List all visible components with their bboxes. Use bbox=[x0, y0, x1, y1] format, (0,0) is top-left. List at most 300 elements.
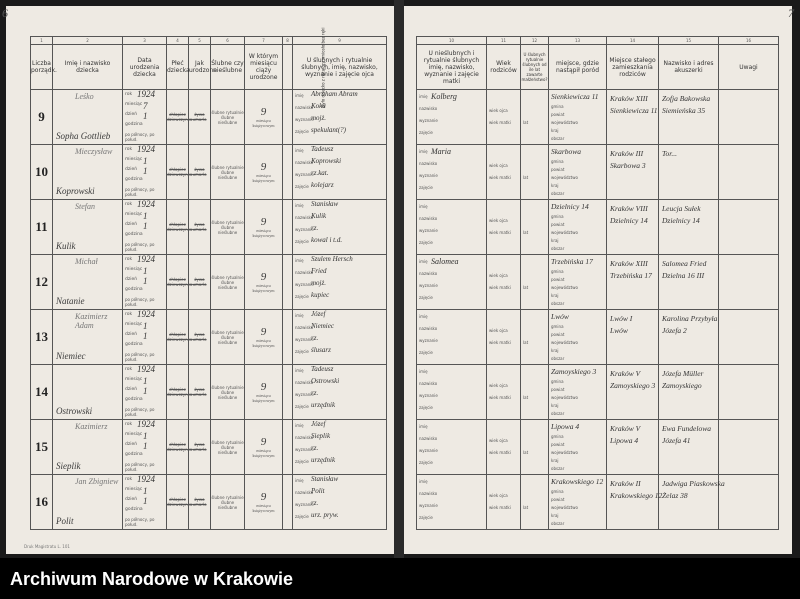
label-imie: imię bbox=[295, 368, 304, 373]
father-given: Tadeusz bbox=[311, 145, 334, 153]
label-father-age: wiek ojca bbox=[489, 273, 508, 278]
midwife-name: Ewa Fundelowa bbox=[662, 424, 711, 433]
label-gmina: gmina bbox=[551, 159, 564, 164]
child-name-cell bbox=[53, 365, 123, 420]
sex-options: chłopiec dziewczynka bbox=[167, 332, 193, 342]
child-name-cell bbox=[53, 255, 123, 310]
label-dzien: dzień bbox=[125, 222, 138, 227]
label-miesiac: miesiąc bbox=[125, 377, 143, 382]
legitimacy-options: ślubne rytualnie ślubne nieślubne bbox=[211, 439, 244, 455]
child-surname: Natanie bbox=[56, 296, 85, 306]
label-imie: imię bbox=[419, 149, 428, 154]
father-cell bbox=[293, 475, 387, 530]
residence-street: Dzielnicy 14 bbox=[610, 216, 648, 225]
how-born-cell bbox=[189, 255, 211, 310]
child-surname: Koprowski bbox=[56, 186, 95, 196]
residence-city: Lwów I bbox=[610, 314, 633, 323]
label-years: lat bbox=[523, 230, 529, 235]
midwife-name: Karolina Przybyła bbox=[662, 314, 718, 323]
legitimacy-cell bbox=[211, 475, 245, 530]
label-imie: imię bbox=[295, 258, 304, 263]
label-kraj: kraj bbox=[551, 403, 559, 408]
header-legitimacy: Ślubne czy nieślubne bbox=[211, 45, 245, 90]
hand-cell bbox=[283, 365, 293, 420]
legitimacy-cell bbox=[211, 90, 245, 145]
father-occupation: ślusarz bbox=[311, 346, 331, 354]
mother-cell bbox=[417, 255, 487, 310]
midwife-address: Żelaz 38 bbox=[662, 491, 688, 500]
child-name-cell bbox=[53, 475, 123, 530]
label-zajecie: zajęcie bbox=[295, 184, 309, 189]
header-residence: Miejsce stałego zamieszkania rodziców bbox=[607, 45, 659, 90]
father-given: Szulem Hersch bbox=[311, 255, 353, 263]
left-page-number: 6 bbox=[2, 6, 8, 20]
birth-date-cell bbox=[123, 255, 167, 310]
label-moon-month: miesiącu księżycowym bbox=[252, 173, 275, 183]
pregnancy-month-cell bbox=[245, 310, 283, 365]
parents-age-cell bbox=[487, 420, 521, 475]
sex-cell bbox=[167, 200, 193, 255]
remarks-cell bbox=[719, 255, 779, 310]
register-entry-right bbox=[417, 365, 779, 420]
header-parents-age: Wiek rodziców bbox=[487, 45, 521, 90]
label-imie: imię bbox=[295, 148, 304, 153]
residence-cell bbox=[607, 200, 659, 255]
father-given: Józef bbox=[311, 420, 326, 428]
label-nazwisko: nazwisko bbox=[295, 325, 314, 330]
header-birth-date: Data urodzenia dziecka bbox=[123, 45, 167, 90]
father-religion: rz. bbox=[311, 389, 319, 397]
left-column-numbers: 1 2 3 4 5 6 7 8 9 bbox=[31, 37, 387, 45]
legitimacy-cell bbox=[211, 145, 245, 200]
right-page bbox=[404, 6, 792, 554]
residence-city: Kraków III bbox=[610, 149, 644, 158]
label-zajecie: zajęcie bbox=[295, 129, 309, 134]
entry-number: 14 bbox=[31, 365, 53, 420]
birth-year: 1924 bbox=[137, 199, 155, 209]
label-obszar: obszar bbox=[551, 356, 565, 361]
residence-street: Lipowa 4 bbox=[610, 436, 639, 445]
child-name-cell bbox=[53, 90, 123, 145]
label-wyznanie: wyznanie bbox=[295, 502, 314, 507]
label-dzien: dzień bbox=[125, 332, 138, 337]
birth-day: 1 bbox=[143, 331, 148, 341]
pregnancy-month: 9 bbox=[260, 381, 267, 393]
label-dzien: dzień bbox=[125, 277, 138, 282]
label-imie: imię bbox=[419, 259, 428, 264]
mother-name: Salomea bbox=[431, 257, 459, 266]
label-wojewodztwo: województwo bbox=[551, 120, 578, 125]
label-rok: rok bbox=[125, 367, 133, 372]
label-years: lat bbox=[523, 395, 529, 400]
birth-place-cell bbox=[549, 310, 607, 365]
label-rok: rok bbox=[125, 477, 133, 482]
label-nazwisko: nazwisko bbox=[419, 216, 438, 221]
parents-age-cell bbox=[487, 200, 521, 255]
book-gutter bbox=[394, 0, 404, 558]
label-wyznanie: wyznanie bbox=[295, 337, 314, 342]
parents-age-cell bbox=[487, 365, 521, 420]
label-kraj: kraj bbox=[551, 513, 559, 518]
remarks-cell bbox=[719, 200, 779, 255]
midwife-cell bbox=[659, 90, 719, 145]
midwife-name: Leucja Sułek bbox=[662, 204, 701, 213]
label-wyznanie: wyznanie bbox=[295, 392, 314, 397]
how-born-cell bbox=[189, 420, 211, 475]
label-rok: rok bbox=[125, 147, 133, 152]
child-surname: Kulik bbox=[56, 241, 76, 251]
legitimacy-options: ślubne rytualnie ślubne nieślubne bbox=[211, 219, 244, 235]
birth-date-cell bbox=[123, 200, 167, 255]
child-name-cell bbox=[53, 420, 123, 475]
label-obszar: obszar bbox=[551, 191, 565, 196]
legitimacy-options: ślubne rytualnie ślubne nieślubne bbox=[211, 494, 244, 510]
hand-cell bbox=[283, 200, 293, 255]
midwife-address: Józefa 2 bbox=[662, 326, 687, 335]
child-given-name: Stefan bbox=[75, 202, 95, 211]
label-nazwisko: nazwisko bbox=[295, 490, 314, 495]
child-surname: Sopha Gottlieb bbox=[56, 131, 111, 141]
label-pp: po północy, po połud. bbox=[125, 132, 155, 142]
label-mother-age: wiek matki bbox=[489, 395, 511, 400]
father-religion: rz. bbox=[311, 334, 319, 342]
father-surname: Sieplik bbox=[311, 432, 331, 440]
label-godzina: godzina bbox=[125, 397, 143, 402]
label-mother-age: wiek matki bbox=[489, 285, 511, 290]
father-occupation: urzędnik bbox=[311, 456, 336, 464]
pregnancy-month-cell bbox=[245, 200, 283, 255]
header-marriage-years: U ślubnych rytualnie ślubnych od ile lat zawarte małżeństwo? bbox=[521, 45, 549, 90]
label-mother-age: wiek matki bbox=[489, 340, 511, 345]
label-nazwisko: nazwisko bbox=[295, 160, 314, 165]
label-rok: rok bbox=[125, 92, 133, 97]
birth-month: 1 bbox=[143, 211, 148, 221]
residence-cell bbox=[607, 365, 659, 420]
label-imie: imię bbox=[419, 94, 428, 99]
birth-day: 1 bbox=[143, 441, 148, 451]
marriage-years-cell bbox=[521, 365, 549, 420]
label-nazwisko: nazwisko bbox=[419, 436, 438, 441]
father-surname: Polit bbox=[311, 487, 325, 495]
label-pp: po północy, po połud. bbox=[125, 242, 155, 252]
label-zajecie: zajęcie bbox=[419, 240, 433, 245]
label-zajecie: zajęcie bbox=[419, 405, 433, 410]
label-wyznanie: wyznanie bbox=[295, 172, 314, 177]
label-rok: rok bbox=[125, 202, 133, 207]
label-imie: imię bbox=[419, 369, 428, 374]
father-surname: Kulik bbox=[311, 212, 327, 220]
midwife-cell bbox=[659, 145, 719, 200]
label-nazwisko: nazwisko bbox=[295, 435, 314, 440]
label-years: lat bbox=[523, 340, 529, 345]
midwife-name: Józefa Müller bbox=[662, 369, 704, 378]
label-years: lat bbox=[523, 285, 529, 290]
sex-cell bbox=[167, 365, 193, 420]
father-surname: Koprowski bbox=[311, 157, 342, 165]
how-born-options: żywo umarło bbox=[192, 332, 207, 342]
label-pp: po północy, po połud. bbox=[125, 297, 155, 307]
label-wojewodztwo: województwo bbox=[551, 175, 578, 180]
hand-cell bbox=[283, 310, 293, 365]
father-occupation: urzędnik bbox=[311, 401, 336, 409]
label-wyznanie: wyznanie bbox=[419, 283, 438, 288]
label-zajecie: zajęcie bbox=[419, 350, 433, 355]
father-given: Tadeusz bbox=[311, 365, 334, 373]
label-kraj: kraj bbox=[551, 238, 559, 243]
register-entry-left bbox=[31, 365, 387, 420]
label-imie: imię bbox=[295, 93, 304, 98]
how-born-options: żywo umarło bbox=[192, 112, 207, 122]
label-imie: imię bbox=[419, 314, 428, 319]
label-imie: imię bbox=[295, 313, 304, 318]
label-wyznanie: wyznanie bbox=[295, 282, 314, 287]
legitimacy-options: ślubne rytualnie ślubne nieślubne bbox=[211, 164, 244, 180]
how-born-options: żywo umarło bbox=[192, 222, 207, 232]
birth-date-cell bbox=[123, 145, 167, 200]
father-occupation: kupiec bbox=[311, 291, 330, 299]
label-wyznanie: wyznanie bbox=[419, 393, 438, 398]
entry-number: 11 bbox=[31, 200, 53, 255]
label-zajecie: zajęcie bbox=[419, 185, 433, 190]
label-zajecie: zajęcie bbox=[419, 295, 433, 300]
register-entry-left bbox=[31, 90, 387, 145]
marriage-years-cell bbox=[521, 145, 549, 200]
label-miesiac: miesiąc bbox=[125, 322, 143, 327]
birth-place-cell bbox=[549, 365, 607, 420]
label-wojewodztwo: województwo bbox=[551, 285, 578, 290]
label-father-age: wiek ojca bbox=[489, 328, 508, 333]
label-godzina: godzina bbox=[125, 177, 143, 182]
legitimacy-cell bbox=[211, 200, 245, 255]
header-child-name: Imię i nazwisko dziecka bbox=[53, 45, 123, 90]
archive-caption: Archiwum Narodowe w Krakowie bbox=[10, 569, 294, 589]
remarks-cell bbox=[719, 310, 779, 365]
legitimacy-options: ślubne rytualnie ślubne nieślubne bbox=[211, 329, 244, 345]
birth-place-cell bbox=[549, 90, 607, 145]
header-midwife: Nazwisko i adres akuszerki bbox=[659, 45, 719, 90]
marriage-years-cell bbox=[521, 420, 549, 475]
mother-cell bbox=[417, 310, 487, 365]
register-entry-right bbox=[417, 420, 779, 475]
parents-age-cell bbox=[487, 90, 521, 145]
mother-cell bbox=[417, 145, 487, 200]
header-remarks: Uwagi bbox=[719, 45, 779, 90]
label-nazwisko: nazwisko bbox=[295, 105, 314, 110]
sex-cell bbox=[167, 255, 193, 310]
print-footer: Druk Magistratu L. 101 bbox=[24, 544, 70, 549]
midwife-cell bbox=[659, 365, 719, 420]
pregnancy-month: 9 bbox=[260, 106, 267, 118]
remarks-cell bbox=[719, 365, 779, 420]
child-given-name: Michał bbox=[75, 257, 98, 266]
label-obszar: obszar bbox=[551, 521, 565, 526]
legitimacy-cell bbox=[211, 310, 245, 365]
birth-date-cell bbox=[123, 475, 167, 530]
sex-options: chłopiec dziewczynka bbox=[167, 497, 193, 507]
birth-month: 7 bbox=[143, 101, 148, 111]
label-moon-month: miesiącu księżycowym bbox=[252, 503, 275, 513]
legitimacy-cell bbox=[211, 255, 245, 310]
how-born-cell bbox=[189, 90, 211, 145]
label-dzien: dzień bbox=[125, 442, 138, 447]
label-powiat: powiat bbox=[551, 167, 565, 172]
child-surname: Sieplik bbox=[56, 461, 81, 471]
birth-place-cell bbox=[549, 200, 607, 255]
father-given: Józef bbox=[311, 310, 326, 318]
residence-city: Kraków II bbox=[610, 479, 641, 488]
sex-options: chłopiec dziewczynka bbox=[167, 112, 193, 122]
label-godzina: godzina bbox=[125, 342, 143, 347]
father-cell bbox=[293, 200, 387, 255]
child-given-name: Jan Zbigniew bbox=[75, 477, 119, 486]
remarks-cell bbox=[719, 475, 779, 530]
how-born-cell bbox=[189, 145, 211, 200]
remarks-cell bbox=[719, 420, 779, 475]
label-pp: po północy, po połud. bbox=[125, 187, 155, 197]
sex-cell bbox=[167, 420, 193, 475]
sex-options: chłopiec dziewczynka bbox=[167, 167, 193, 177]
how-born-options: żywo umarło bbox=[192, 277, 207, 287]
label-godzina: godzina bbox=[125, 232, 143, 237]
parents-age-cell bbox=[487, 310, 521, 365]
father-religion: mojż. bbox=[311, 114, 326, 122]
label-miesiac: miesiąc bbox=[125, 157, 143, 162]
father-religion: rz. bbox=[311, 224, 319, 232]
residence-city: Kraków V bbox=[610, 424, 641, 433]
father-occupation: kolejarz bbox=[311, 181, 334, 189]
pregnancy-month: 9 bbox=[260, 326, 267, 338]
label-imie: imię bbox=[419, 204, 428, 209]
pregnancy-month: 9 bbox=[260, 436, 267, 448]
child-given-name: Kazimierz Adam bbox=[75, 312, 108, 330]
label-wyznanie: wyznanie bbox=[419, 118, 438, 123]
birth-year: 1924 bbox=[137, 89, 155, 99]
father-surname: Koka bbox=[311, 102, 326, 110]
label-mother-age: wiek matki bbox=[489, 230, 511, 235]
child-given-name: Leśko bbox=[75, 92, 94, 101]
birth-place: Sienkiewicza 11 bbox=[551, 92, 599, 101]
midwife-address: Dzielnicy 14 bbox=[662, 216, 700, 225]
label-obszar: obszar bbox=[551, 411, 565, 416]
father-religion: rz. bbox=[311, 444, 319, 452]
mother-name: Maria bbox=[431, 147, 451, 156]
label-dzien: dzień bbox=[125, 387, 138, 392]
header-sex: Płeć dziecka bbox=[167, 45, 189, 90]
child-given-name: Kazimierz bbox=[75, 422, 108, 431]
birth-year: 1924 bbox=[137, 144, 155, 154]
midwife-name: Jadwiga Piaskowska bbox=[662, 479, 725, 488]
legitimacy-options: ślubne rytualnie ślubne nieślubne bbox=[211, 109, 244, 125]
label-miesiac: miesiąc bbox=[125, 212, 143, 217]
label-miesiac: miesiąc bbox=[125, 102, 143, 107]
label-mother-age: wiek matki bbox=[489, 450, 511, 455]
child-name-cell bbox=[53, 200, 123, 255]
label-nazwisko: nazwisko bbox=[419, 106, 438, 111]
residence-city: Kraków V bbox=[610, 369, 641, 378]
header-how-born: Jak urodzone bbox=[189, 45, 211, 90]
label-kraj: kraj bbox=[551, 348, 559, 353]
sex-cell bbox=[167, 145, 193, 200]
register-entry-right bbox=[417, 200, 779, 255]
birth-day: 1 bbox=[143, 166, 148, 176]
how-born-cell bbox=[189, 310, 211, 365]
left-register-table bbox=[30, 27, 387, 530]
label-zajecie: zajęcie bbox=[295, 294, 309, 299]
father-occupation: urz. pryw. bbox=[311, 511, 339, 519]
right-page-number: 7 bbox=[788, 6, 794, 20]
label-dzien: dzień bbox=[125, 167, 138, 172]
child-surname: Polit bbox=[56, 516, 74, 526]
remarks-cell bbox=[719, 145, 779, 200]
label-zajecie: zajęcie bbox=[295, 459, 309, 464]
label-imie: imię bbox=[419, 479, 428, 484]
hand-cell bbox=[283, 90, 293, 145]
label-moon-month: miesiącu księżycowym bbox=[252, 338, 275, 348]
father-given: Stanisław bbox=[311, 200, 339, 208]
midwife-address: Siemieńska 35 bbox=[662, 106, 706, 115]
label-gmina: gmina bbox=[551, 324, 564, 329]
label-powiat: powiat bbox=[551, 112, 565, 117]
midwife-cell bbox=[659, 420, 719, 475]
label-gmina: gmina bbox=[551, 489, 564, 494]
hand-cell bbox=[283, 420, 293, 475]
child-given-name: Mieczysław bbox=[75, 147, 113, 156]
entry-number: 13 bbox=[31, 310, 53, 365]
label-wojewodztwo: województwo bbox=[551, 340, 578, 345]
birth-place-cell bbox=[549, 145, 607, 200]
label-father-age: wiek ojca bbox=[489, 493, 508, 498]
birth-day: 1 bbox=[143, 496, 148, 506]
entry-number: 15 bbox=[31, 420, 53, 475]
birth-place: Lwów bbox=[551, 312, 569, 321]
father-occupation: spekulant(?) bbox=[311, 126, 346, 134]
birth-date-cell bbox=[123, 365, 167, 420]
residence-cell bbox=[607, 420, 659, 475]
residence-street: Sienkiewicza 11 bbox=[610, 106, 658, 115]
label-powiat: powiat bbox=[551, 497, 565, 502]
label-rok: rok bbox=[125, 257, 133, 262]
sex-options: chłopiec dziewczynka bbox=[167, 277, 193, 287]
label-father-age: wiek ojca bbox=[489, 383, 508, 388]
label-zajecie: zajęcie bbox=[419, 515, 433, 520]
how-born-options: żywo umarło bbox=[192, 167, 207, 177]
birth-day: 1 bbox=[143, 221, 148, 231]
sex-options: chłopiec dziewczynka bbox=[167, 442, 193, 452]
birth-place-cell bbox=[549, 255, 607, 310]
label-father-age: wiek ojca bbox=[489, 438, 508, 443]
pregnancy-month-cell bbox=[245, 90, 283, 145]
residence-city: Kraków XIII bbox=[610, 259, 648, 268]
residence-city: Kraków VIII bbox=[610, 204, 648, 213]
pregnancy-month-cell bbox=[245, 475, 283, 530]
label-gmina: gmina bbox=[551, 434, 564, 439]
birth-year: 1924 bbox=[137, 364, 155, 374]
label-rok: rok bbox=[125, 312, 133, 317]
label-moon-month: miesiącu księżycowym bbox=[252, 283, 275, 293]
parents-age-cell bbox=[487, 255, 521, 310]
label-nazwisko: nazwisko bbox=[419, 326, 438, 331]
label-powiat: powiat bbox=[551, 387, 565, 392]
birth-place-cell bbox=[549, 420, 607, 475]
label-miesiac: miesiąc bbox=[125, 432, 143, 437]
label-pp: po północy, po połud. bbox=[125, 407, 155, 417]
child-name-cell bbox=[53, 145, 123, 200]
register-entry-left bbox=[31, 475, 387, 530]
label-nazwisko: nazwisko bbox=[419, 271, 438, 276]
midwife-address: Józefa 41 bbox=[662, 436, 691, 445]
pregnancy-month: 9 bbox=[260, 161, 267, 173]
birth-place: Zamoyskiego 3 bbox=[551, 367, 597, 376]
